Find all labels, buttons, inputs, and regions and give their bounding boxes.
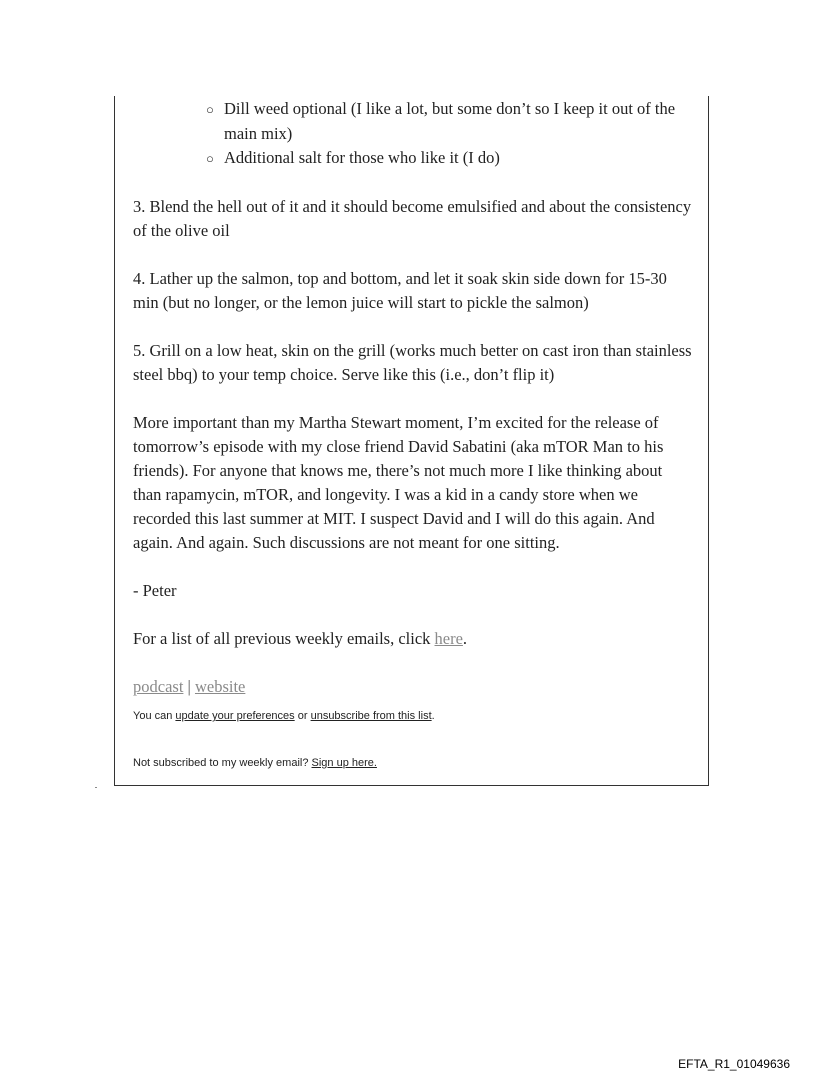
previous-emails-line (133, 627, 693, 651)
footer-separator: | (187, 677, 191, 696)
list-item-text: Additional salt for those who like it (I do) (224, 148, 500, 167)
preferences-suffix: . (431, 710, 435, 722)
signup-prefix: Not subscribed to my weekly email? (133, 757, 312, 769)
email-content (133, 96, 693, 770)
signup-link[interactable]: Sign up here. (311, 757, 377, 769)
list-item (206, 146, 693, 171)
step-5: 5. Grill on a low heat, skin on the grill (works much better on cast iron than stainless steel bbq) to your temp choice. Serve like this (i.e., don’t flip it) (133, 341, 692, 384)
step-3: 3. Blend the hell out of it and it should become emulsified and about the consistency of the olive oil (133, 197, 692, 240)
email-body-frame (114, 96, 709, 786)
circle-bullet-icon: ○ (206, 102, 214, 117)
signup-line (133, 756, 693, 770)
podcast-link[interactable]: podcast (133, 677, 184, 696)
ingredient-sublist (133, 96, 693, 171)
preferences-middle: or (294, 710, 311, 722)
unsubscribe-link[interactable]: unsubscribe from this list (310, 710, 432, 722)
previous-emails-prefix: For a list of all previous weekly emails, click (133, 629, 435, 648)
update-preferences-link[interactable]: update your preferences (175, 710, 295, 722)
signature: - Peter (133, 581, 177, 600)
previous-emails-link[interactable]: here (434, 629, 463, 648)
website-link[interactable]: website (194, 677, 246, 696)
list-item-text: Dill weed optional (I like a lot, but some don’t so I keep it out of the main mix) (224, 99, 676, 143)
preferences-prefix: You can (133, 710, 176, 722)
circle-bullet-icon: ○ (206, 151, 214, 166)
stray-dot-mark (95, 787, 97, 788)
step-4: 4. Lather up the salmon, top and bottom, and let it soak skin side down for 15-30 min (but no longer, or the lemon juice will start to pickle the salmon) (133, 269, 667, 312)
list-item (206, 97, 693, 146)
previous-emails-suffix: . (462, 629, 468, 648)
document-id: EFTA_R1_01049636 (678, 1057, 790, 1071)
footer-links (133, 675, 693, 699)
closing-paragraph: More important than my Martha Stewart moment, I’m excited for the release of tomorrow’s episode with my close friend David Sabatini (aka mTOR Man to his friends). For anyone that knows me, there’s not much more I like thinking about than rapamycin, mTOR, and longevity. I was a kid in a candy store when we recorded this last summer at MIT. I suspect David and I will do this again. And again. And again. Such discussions are not meant for one sitting. (133, 413, 664, 552)
preferences-line (133, 709, 693, 723)
